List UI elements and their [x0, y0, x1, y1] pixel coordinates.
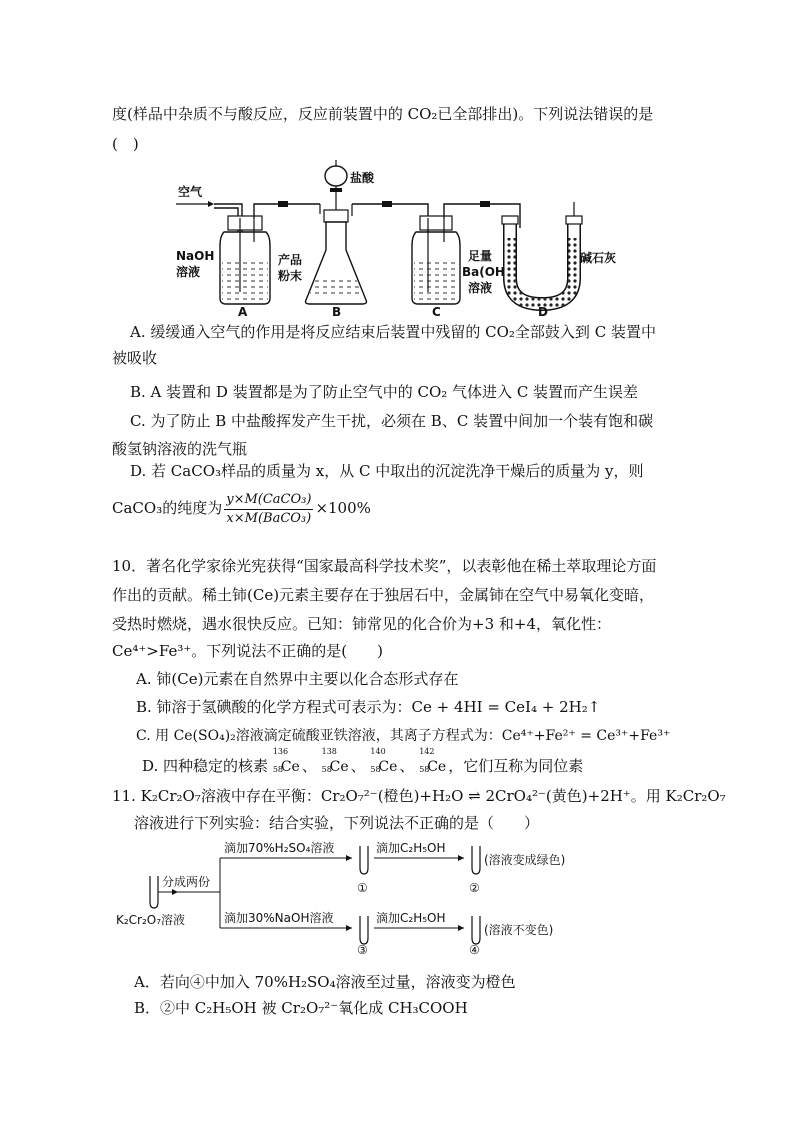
q10-stem-line2: 作出的贡献。稀土铈(Ce)元素主要存在于独居石中，金属铈在空气中易氧化变暗， — [112, 586, 655, 604]
naoh-label-2: 溶液 — [176, 265, 201, 279]
product-label-2: 粉末 — [278, 269, 303, 283]
q10-option-c: C. 用 Ce(SO₄)₂溶液滴定硫酸亚铁溶液，其离子方程式为：Ce⁴⁺+Fe²⁺ = Ce³⁺+Fe³⁺ — [136, 728, 671, 744]
tube-1-number: ① — [357, 881, 368, 895]
q10-option-d-suffix: ，它们互称为同位素 — [448, 757, 584, 775]
label-d: D — [538, 305, 548, 318]
label-b: B — [332, 305, 342, 318]
source-test-tube — [150, 876, 158, 908]
nuclide-ce-140: 140 58 Ce — [370, 747, 398, 775]
baoh-label: Ba(OH)₂ — [462, 265, 516, 279]
q10-stem-line3: 受热时燃烧，遇水很快反应。已知：铈常见的化合价为+3 和+4，氧化性： — [112, 615, 611, 633]
nuclide-ce-136: 136 58 Ce — [272, 747, 300, 775]
tube-2-number: ② — [469, 881, 480, 895]
air-label: 空气 — [178, 185, 203, 199]
tube-3-number: ③ — [357, 943, 368, 956]
test-tube-4 — [472, 916, 480, 944]
enough-label: 足量 — [468, 249, 493, 263]
q10-option-d — [142, 747, 584, 777]
sodalime-label: 碱石灰 — [580, 251, 617, 265]
nuclide-ce-142: 142 58 Ce — [419, 747, 447, 775]
q9-purity-suffix: ×100% — [315, 499, 371, 517]
q9-apparatus-diagram — [170, 158, 630, 318]
separator: 、 — [301, 757, 317, 775]
acid-label: 盐酸 — [350, 171, 375, 185]
q10-stem-line1: 10．著名化学家徐光宪获得“国家最高科学技术奖”，以表彰他在稀土萃取理论方面 — [112, 557, 657, 575]
separator: 、 — [399, 757, 415, 775]
top-reagent-label: 滴加70%H₂SO₄溶液 — [224, 841, 335, 855]
air-arrow-head — [208, 201, 214, 207]
q10-option-d-prefix: D. 四种稳定的核素 — [142, 757, 269, 775]
q9-option-c-line1: C. 为了防止 B 中盐酸挥发产生干扰，必须在 B、C 装置中间加一个装有饱和碳 — [130, 412, 654, 430]
q9-stem-line1: 度(样品中杂质不与酸反应，反应前装置中的 CO₂已全部排出)。下列说法错误的是 — [112, 105, 654, 123]
label-c: C — [432, 305, 441, 318]
q11-experiment-diagram — [112, 836, 612, 956]
q11-option-b: B．②中 C₂H₅OH 被 Cr₂O₇²⁻氧化成 CH₃COOH — [134, 999, 468, 1017]
c-solution-label: 溶液 — [468, 281, 493, 295]
naoh-label-1: NaOH — [176, 249, 215, 263]
q9-option-a-line1: A. 缓缓通入空气的作用是将反应结束后装置中残留的 CO₂全部鼓入到 C 装置中 — [130, 323, 656, 341]
q9-fraction-denominator: x×M(BaCO₃) — [226, 510, 312, 526]
source-label: K₂Cr₂O₇溶液 — [116, 913, 186, 927]
top-result-label: (溶液变成绿色) — [484, 853, 566, 867]
q9-option-d-line1: D. 若 CaCO₃样品的质量为 x，从 C 中取出的沉淀洗净干燥后的质量为 y，则 — [130, 462, 644, 480]
q9-fraction-numerator: y×M(CaCO₃) — [224, 491, 313, 510]
q9-stem-paren: ( ) — [112, 135, 139, 153]
q10-option-a: A. 铈(Ce)元素在自然界中主要以化合态形式存在 — [136, 670, 459, 688]
test-tube-2 — [472, 846, 480, 874]
q11-stem-line1: 11. K₂Cr₂O₇溶液中存在平衡：Cr₂O₇²⁻(橙色)+H₂O ⇌ 2CrO₄²⁻(黄色)+2H⁺。用 K₂Cr₂O₇ — [112, 787, 726, 805]
q9-purity-prefix: CaCO₃的纯度为 — [112, 499, 223, 517]
q9-option-c-line2: 酸氢钠溶液的洗气瓶 — [112, 440, 248, 458]
split-label: 分成两份 — [162, 875, 211, 889]
u-tube-d — [502, 202, 616, 318]
bottle-c — [412, 216, 516, 318]
nuclide-ce-138: 138 58 Ce — [321, 747, 349, 775]
q11-stem-line2: 溶液进行下列实验：结合实验，下列说法不正确的是（ ） — [134, 814, 540, 832]
flask-b — [277, 160, 375, 318]
bottom-result-label: (溶液不变色) — [484, 923, 554, 937]
q9-purity-fraction — [224, 491, 313, 528]
q9-option-d-line2 — [112, 488, 371, 528]
top-ethanol-label: 滴加C₂H₅OH — [376, 841, 446, 855]
q10-stem-line4: Ce⁴⁺>Fe³⁺。下列说法不正确的是( ) — [112, 642, 383, 660]
bottom-ethanol-label: 滴加C₂H₅OH — [376, 911, 446, 925]
label-a: A — [238, 305, 248, 318]
separator: 、 — [350, 757, 366, 775]
q9-option-b: B. A 装置和 D 装置都是为了防止空气中的 CO₂ 气体进入 C 装置而产生误差 — [130, 383, 639, 401]
q9-option-a-line2: 被吸收 — [112, 349, 158, 367]
q11-option-a: A．若向④中加入 70%H₂SO₄溶液至过量，溶液变为橙色 — [134, 973, 516, 991]
product-label-1: 产品 — [278, 253, 303, 267]
test-tube-3 — [360, 916, 368, 944]
bottom-reagent-label: 滴加30%NaOH溶液 — [224, 911, 334, 925]
test-tube-1 — [360, 846, 368, 874]
bottle-a — [176, 216, 270, 318]
tube-4-number: ④ — [469, 943, 480, 956]
q10-option-b: B. 铈溶于氢碘酸的化学方程式可表示为：Ce + 4HI = CeI₄ + 2H₂↑ — [136, 698, 601, 716]
